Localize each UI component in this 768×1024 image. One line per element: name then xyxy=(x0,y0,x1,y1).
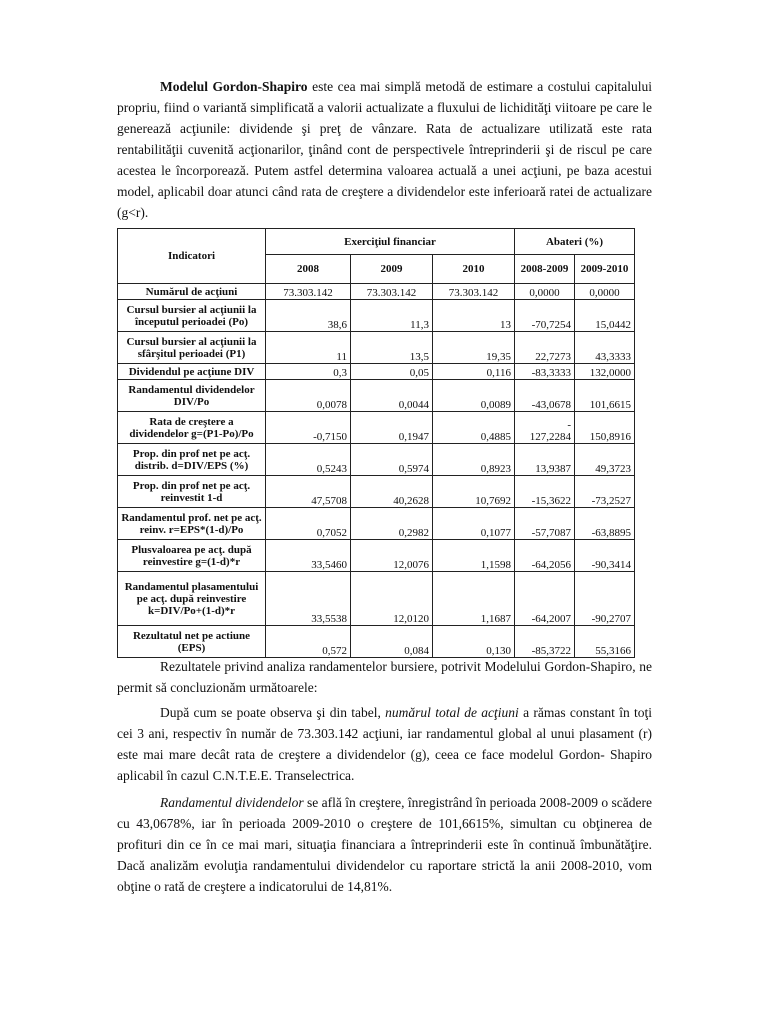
header-deviation-2009-2010: 2009-2010 xyxy=(575,255,635,284)
deviation-2009-2010: 101,6615 xyxy=(575,380,635,412)
value-2009: 73.303.142 xyxy=(351,284,433,300)
dividend-yield-text: se află în creştere, înregistrând în perioada 2008-2009 o scădere cu 43,0678%, iar în perioada 2009-2010 o creştere de 101,6615%, simultan cu obţinerea de profituri din ce în ce mai mari, situaţia financiara a întreprinderii este în continuă îmbunătăţire. Dacă analizăm evoluţia randamentului dividendelor cu raportare strictă la anii 2008-2010, vom obţine o rată de creştere a indicatorului de 14,81%. xyxy=(117,795,652,894)
shares-emphasis: numărul total de acţiuni xyxy=(385,705,519,720)
value-2009: 0,5974 xyxy=(351,444,433,476)
value-2010: 1,1687 xyxy=(433,572,515,626)
results-intro-paragraph xyxy=(117,656,652,698)
table-body xyxy=(118,284,635,658)
table-row xyxy=(118,508,635,540)
value-2008: 0,0078 xyxy=(266,380,351,412)
table-row xyxy=(118,364,635,380)
deviation-2009-2010: -73,2527 xyxy=(575,476,635,508)
table-row xyxy=(118,412,635,444)
header-year-2010: 2010 xyxy=(433,255,515,284)
value-2008: 0,572 xyxy=(266,626,351,658)
header-abateri: Abateri (%) xyxy=(515,229,635,255)
model-name: Modelul Gordon-Shapiro xyxy=(160,79,308,94)
deviation-2009-2010: 0,0000 xyxy=(575,284,635,300)
value-2009: 12,0076 xyxy=(351,540,433,572)
deviation-2009-2010: -63,8895 xyxy=(575,508,635,540)
value-2010: 0,8923 xyxy=(433,444,515,476)
value-2009: 0,084 xyxy=(351,626,433,658)
table-row xyxy=(118,572,635,626)
table-row xyxy=(118,444,635,476)
table-row xyxy=(118,626,635,658)
table-row xyxy=(118,380,635,412)
header-year-2008: 2008 xyxy=(266,255,351,284)
deviation-2008-2009: 22,7273 xyxy=(515,332,575,364)
value-2008: 33,5460 xyxy=(266,540,351,572)
value-2010: 19,35 xyxy=(433,332,515,364)
value-2008: 73.303.142 xyxy=(266,284,351,300)
value-2010: 0,1077 xyxy=(433,508,515,540)
value-2009: 0,0044 xyxy=(351,380,433,412)
deviation-2008-2009: -15,3622 xyxy=(515,476,575,508)
intro-text: este cea mai simplă metodă de estimare a costului capitalului propriu, fiind o variantă simplificată a valorii actualizate a fluxului de lichidităţi viitoare pe care le generează acţiunile: dividende şi preţ de vânzare. Rata de actualizare utilizată este rata rentabilităţii cuvenită acţionarilor, ţinând cont de perspectivele întreprinderii şi de riscul pe care acestea le încorporează. Putem astfel determina valoarea actuală a unei acţiuni, pe baza acestui model, aplicabil doar atunci când rata de creştere a dividendelor este inferioară ratei de actualizare (g<r). xyxy=(117,79,652,220)
value-2010: 10,7692 xyxy=(433,476,515,508)
value-2008: -0,7150 xyxy=(266,412,351,444)
table-row xyxy=(118,284,635,300)
indicator-label: Rata de creştere a dividendelor g=(P1-Po)/Po xyxy=(118,412,266,444)
deviation-2009-2010: -90,3414 xyxy=(575,540,635,572)
deviation-2009-2010: 15,0442 xyxy=(575,300,635,332)
deviation-2009-2010: 49,3723 xyxy=(575,444,635,476)
deviation-2008-2009: -70,7254 xyxy=(515,300,575,332)
dividend-yield-emphasis: Randamentul dividendelor xyxy=(160,795,304,810)
header-year-2009: 2009 xyxy=(351,255,433,284)
deviation-2008-2009: -64,2007 xyxy=(515,572,575,626)
indicator-label: Randamentul plasamentului pe acţ. după reinvestire k=DIV/Po+(1-d)*r xyxy=(118,572,266,626)
shares-text-after: a rămas constant în toţi cei 3 ani, respectiv în număr de 73.303.142 acţiuni, iar randamentul global al unui plasament (r) este mai mare decât rata de creştere a dividendelor (g), ceea ce face modelul Gordon- Shapiro aplicabil în cazul C.N.T.E.E. Transelectrica. xyxy=(117,705,652,783)
header-indicatori: Indicatori xyxy=(118,229,266,284)
indicator-label: Numărul de acţiuni xyxy=(118,284,266,300)
value-2008: 0,7052 xyxy=(266,508,351,540)
deviation-2008-2009: -64,2056 xyxy=(515,540,575,572)
gordon-shapiro-table xyxy=(117,228,635,658)
deviation-2008-2009: -43,0678 xyxy=(515,380,575,412)
deviation-2009-2010: 150,8916 xyxy=(575,412,635,444)
deviation-2009-2010: 43,3333 xyxy=(575,332,635,364)
deviation-2008-2009: 13,9387 xyxy=(515,444,575,476)
header-deviation-2008-2009: 2008-2009 xyxy=(515,255,575,284)
indicator-label: Prop. din prof net pe acţ. reinvestit 1-d xyxy=(118,476,266,508)
value-2010: 0,130 xyxy=(433,626,515,658)
indicator-label: Rezultatul net pe actiune (EPS) xyxy=(118,626,266,658)
value-2010: 0,116 xyxy=(433,364,515,380)
header-exercitiu: Exerciţiul financiar xyxy=(266,229,515,255)
indicator-label: Dividendul pe acţiune DIV xyxy=(118,364,266,380)
value-2010: 13 xyxy=(433,300,515,332)
deviation-2009-2010: 55,3166 xyxy=(575,626,635,658)
deviation-2008-2009: -85,3722 xyxy=(515,626,575,658)
table-row xyxy=(118,476,635,508)
value-2009: 0,1947 xyxy=(351,412,433,444)
table-row xyxy=(118,300,635,332)
value-2008: 38,6 xyxy=(266,300,351,332)
intro-paragraph xyxy=(117,76,652,223)
deviation-2008-2009: -83,3333 xyxy=(515,364,575,380)
value-2009: 12,0120 xyxy=(351,572,433,626)
deviation-2008-2009: 0,0000 xyxy=(515,284,575,300)
shares-paragraph xyxy=(117,702,652,786)
indicator-label: Plusvaloarea pe acţ. după reinvestire g=(1-d)*r xyxy=(118,540,266,572)
shares-text-before: După cum se poate observa şi din tabel, xyxy=(160,705,386,720)
value-2010: 0,4885 xyxy=(433,412,515,444)
indicator-label: Cursul bursier al acţiunii la începutul perioadei (Po) xyxy=(118,300,266,332)
value-2009: 13,5 xyxy=(351,332,433,364)
value-2008: 47,5708 xyxy=(266,476,351,508)
table-row xyxy=(118,332,635,364)
deviation-2009-2010: 132,0000 xyxy=(575,364,635,380)
value-2010: 1,1598 xyxy=(433,540,515,572)
value-2009: 0,05 xyxy=(351,364,433,380)
indicator-label: Randamentul prof. net pe acţ. reinv. r=EPS*(1-d)/Po xyxy=(118,508,266,540)
value-2010: 0,0089 xyxy=(433,380,515,412)
value-2009: 40,2628 xyxy=(351,476,433,508)
results-intro-text: Rezultatele privind analiza randamentelor bursiere, potrivit Modelului Gordon-Shapiro, ne permit să concluzionăm următoarele: xyxy=(117,659,652,695)
indicator-label: Prop. din prof net pe acţ. distrib. d=DIV/EPS (%) xyxy=(118,444,266,476)
deviation-2008-2009: -57,7087 xyxy=(515,508,575,540)
deviation-2008-2009: - 127,2284 xyxy=(515,412,575,444)
table-row xyxy=(118,540,635,572)
indicator-label: Randamentul dividendelor DIV/Po xyxy=(118,380,266,412)
dividend-yield-paragraph xyxy=(117,792,652,897)
value-2009: 0,2982 xyxy=(351,508,433,540)
value-2008: 11 xyxy=(266,332,351,364)
value-2008: 0,3 xyxy=(266,364,351,380)
deviation-2009-2010: -90,2707 xyxy=(575,572,635,626)
value-2008: 0,5243 xyxy=(266,444,351,476)
value-2009: 11,3 xyxy=(351,300,433,332)
value-2010: 73.303.142 xyxy=(433,284,515,300)
value-2008: 33,5538 xyxy=(266,572,351,626)
indicator-label: Cursul bursier al acţiunii la sfârşitul perioadei (P1) xyxy=(118,332,266,364)
